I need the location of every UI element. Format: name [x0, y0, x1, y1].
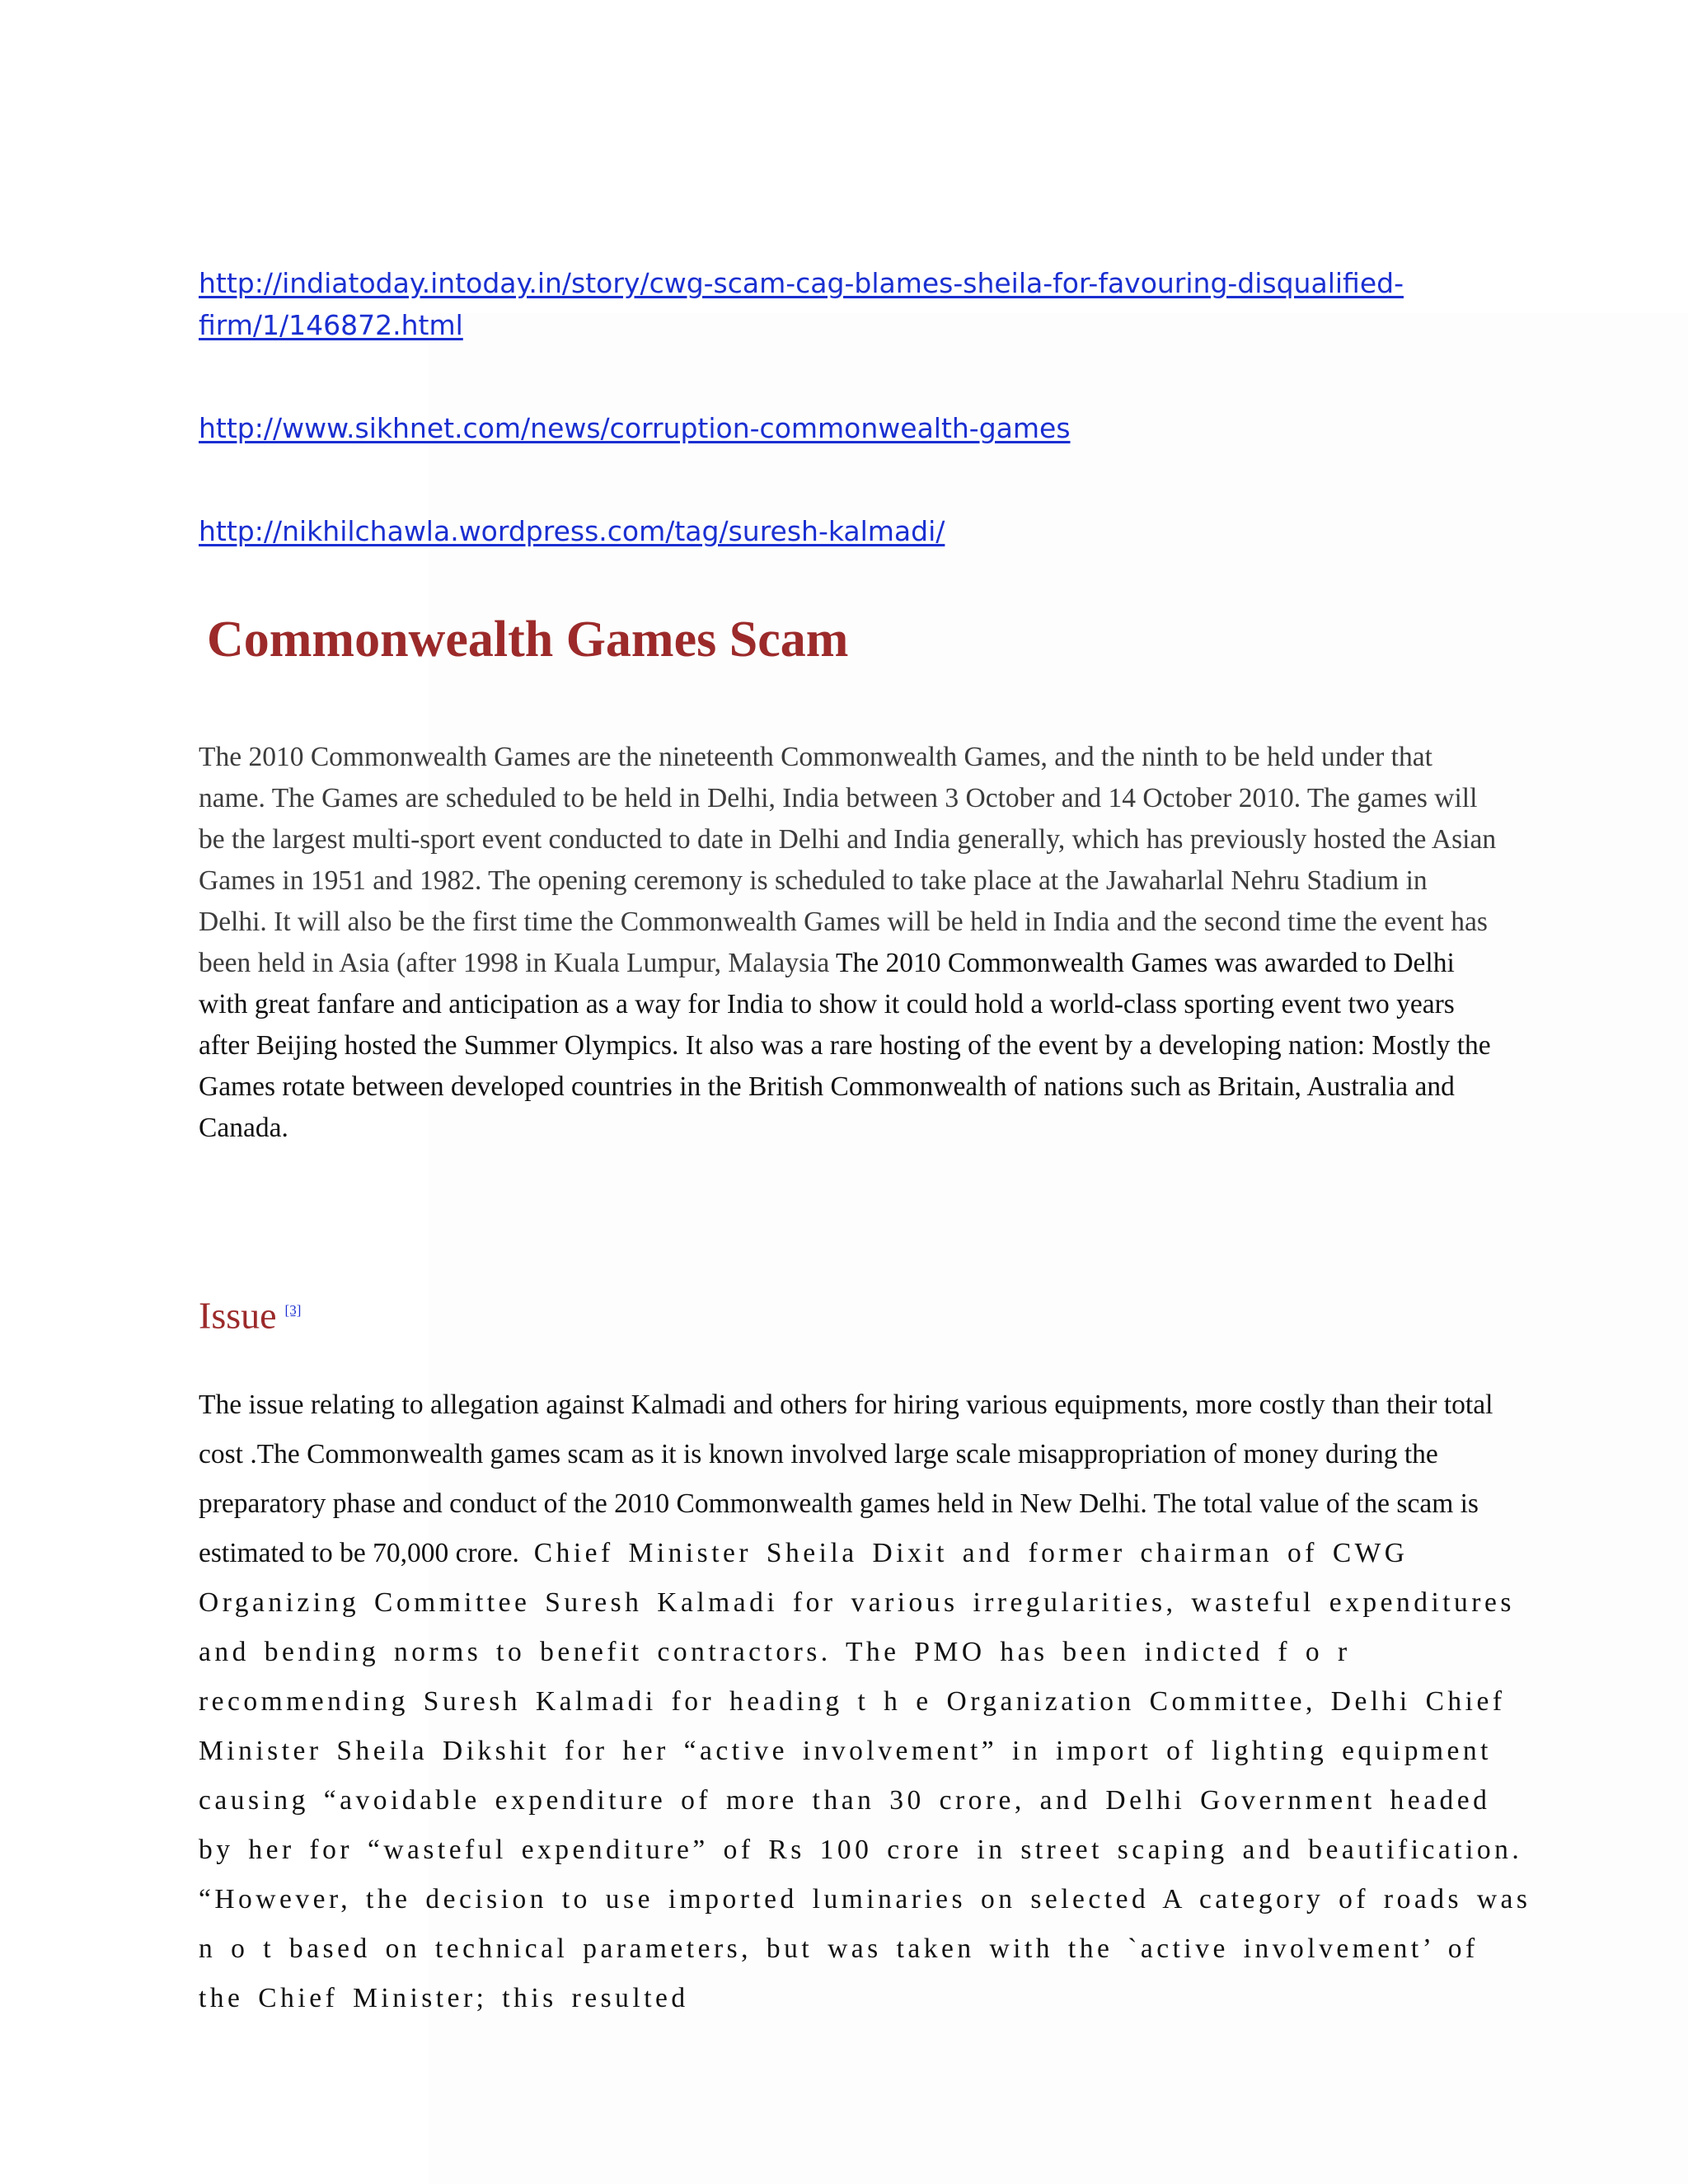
intro-text-part1: The 2010 Commonwealth Games are the nineteenth Commonwealth Games, and the ninth to be held under that name. The Games are scheduled to be held in Delhi, India between 3 October and 14 October 2010. The games will be the largest multi-sport event conducted to date in Delhi and India generally, which has previously hosted the Asian Games in 1951 and 1982. The opening ceremony is scheduled to take place at the Jawaharlal Nehru Stadium in Delhi. It will also be the first time the Commonwealth Games will be held in India and the second time the event has been held in Asia (after 1998 in Kuala Lumpur, Malaysia [199, 742, 1497, 978]
issue-paragraph [199, 1380, 1534, 2023]
issue-heading-text: Issue [199, 1294, 277, 1337]
reference-links [199, 262, 1517, 552]
page-title: Commonwealth Games Scam [207, 612, 849, 668]
intro-paragraph [199, 737, 1501, 1149]
link-sikhnet[interactable]: http://www.sikhnet.com/news/corruption-commonwealth-games [199, 412, 1071, 444]
link-indiatoday-line1: http://indiatoday.intoday.in/story/cwg-scam-cag-blames-sheila-for-favouring-disqualified- [199, 267, 1404, 299]
intro-text-part2: The 2010 Commonwealth Games was awarded to Delhi with great fanfare and anticipation as a way for India to show it could hold a world-class sporting event two years after Beijing hosted the Summer Olympics. It also was a rare hosting of the event by a developing nation: Mostly the Games rotate between developed countries in the British Commonwealth of nations such as Britain, Australia and Canada. [199, 948, 1491, 1143]
issue-reference-link[interactable]: [3] [284, 1302, 302, 1318]
issue-text-part2: Chief Minister Sheila Dixit and former chairman of CWG Organizing Committee Suresh Kalmadi for various irregularities, wasteful expenditures and bending norms to benefit contractors. The PMO has been indicted f o r recommending Suresh Kalmadi for heading t h e Organization Committee, Delhi Chief Minister Sheila Dikshit for her “active involvement” in import of lighting equipment causing “avoidable expenditure of more than 30 crore, and Delhi Government headed by her for “wasteful expenditure” of Rs 100 crore in street scaping and beautification. “However, the decision to use imported luminaries on selected A category of roads was n o t based on technical parameters, but was taken with the `active involvement’ of the Chief Minister; this resulted [199, 1538, 1531, 2013]
link-nikhilchawla[interactable]: http://nikhilchawla.wordpress.com/tag/suresh-kalmadi/ [199, 515, 945, 547]
link-indiatoday[interactable] [199, 262, 1517, 346]
issue-heading [199, 1286, 301, 1340]
link-indiatoday-line2: firm/1/146872.html [199, 309, 463, 341]
issue-text-part1: The issue relating to allegation against Kalmadi and others for hiring various equipments, more costly than their total cost .The Commonwealth games scam as it is known involved large scale misappropriation of money during the preparatory phase and conduct of the 2010 Commonwealth games held in New Delhi. The total value of the scam is estimated to be 70,000 crore. [199, 1390, 1493, 1568]
